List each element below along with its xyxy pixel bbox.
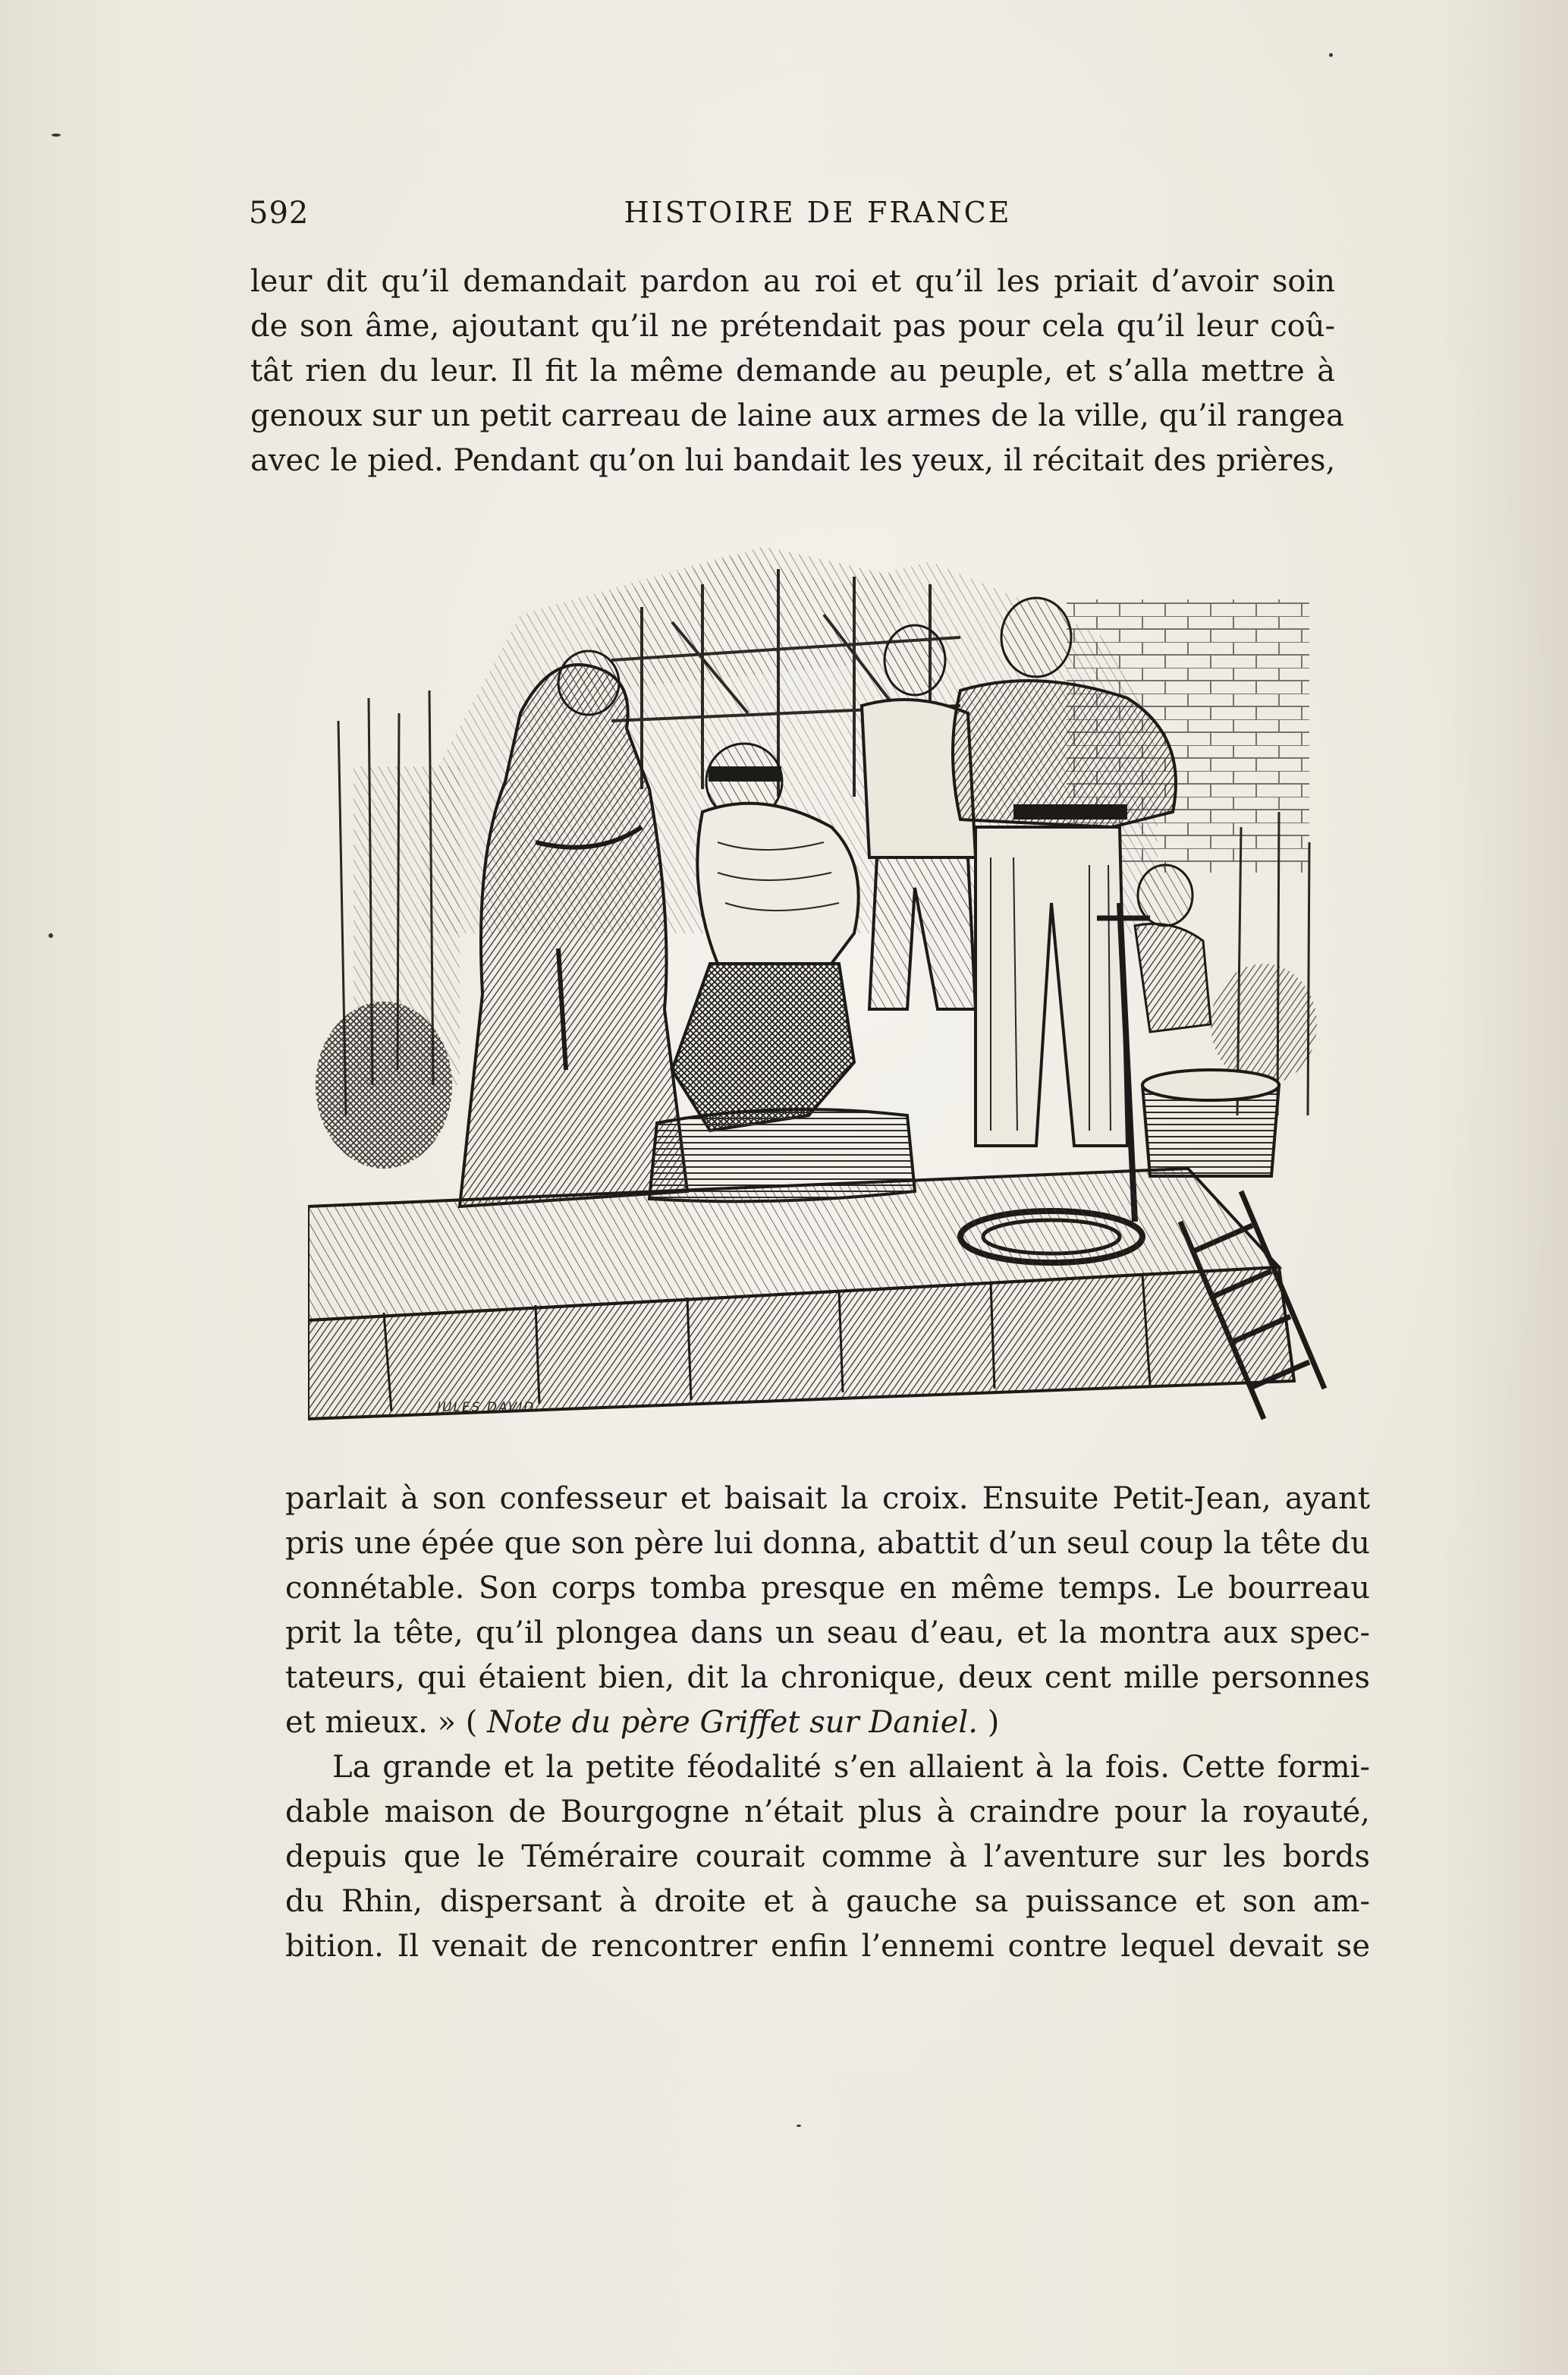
paper-speck	[49, 933, 53, 938]
note-prefix: et mieux. » (	[285, 1705, 488, 1740]
text-line: La grande et la petite féodalité s’en allaient à la fois. Cette formi-	[332, 1750, 1370, 1785]
text-line: depuis que le Téméraire courait comme à l’aventure sur les bords	[285, 1839, 1370, 1874]
text-line: tateurs, qui étaient bien, dit la chronique, deux cent mille personnes	[285, 1660, 1370, 1695]
note-line	[285, 1700, 1370, 1745]
paper-speck	[797, 2125, 801, 2127]
text-line: pris une épée que son père lui donna, abattit d’un seul coup la tête du	[285, 1526, 1370, 1561]
text-line: parlait à son confesseur et baisait la croix. Ensuite Petit-Jean, ayant	[285, 1481, 1370, 1516]
engraving-execution-scene-icon	[308, 539, 1340, 1425]
text-line: avec le pied. Pendant qu’on lui bandait les yeux, il récitait des prières,	[250, 443, 1336, 478]
text-line: tât rien du leur. Il fit la même demande au peuple, et s’alla mettre à	[250, 354, 1335, 388]
note-source: Note du père Griffet sur Daniel.	[487, 1705, 978, 1740]
running-head	[249, 196, 1379, 234]
text-line: dable maison de Bourgogne n’était plus à craindre pour la royauté,	[285, 1795, 1370, 1829]
running-title: HISTOIRE DE FRANCE	[624, 196, 1012, 229]
text-line: de son âme, ajoutant qu’il ne prétendait pas pour cela qu’il leur coû-	[250, 309, 1335, 344]
text-line: genoux sur un petit carreau de laine aux armes de la ville, qu’il rangea	[250, 398, 1344, 433]
paragraph-continuation	[285, 1477, 1370, 1969]
note-suffix: )	[977, 1705, 1000, 1740]
paper-speck	[1329, 53, 1333, 57]
paper-speck	[52, 134, 61, 137]
engraving-illustration	[308, 539, 1340, 1425]
paragraph-top	[250, 260, 1344, 483]
text-line: bition. Il venait de rencontrer enfin l’ennemi contre lequel devait se	[285, 1929, 1370, 1964]
text-line: du Rhin, dispersant à droite et à gauche sa puissance et son am-	[285, 1884, 1370, 1919]
text-line: prit la tête, qu’il plongea dans un seau d’eau, et la montra aux spec-	[285, 1615, 1370, 1650]
page-number: 592	[249, 196, 310, 231]
engraver-signature: JULES DAVID	[437, 1400, 536, 1415]
text-line: leur dit qu’il demandait pardon au roi et qu’il les priait d’avoir soin	[250, 264, 1335, 299]
text-line: connétable. Son corps tomba presque en même temps. Le bourreau	[285, 1571, 1370, 1606]
